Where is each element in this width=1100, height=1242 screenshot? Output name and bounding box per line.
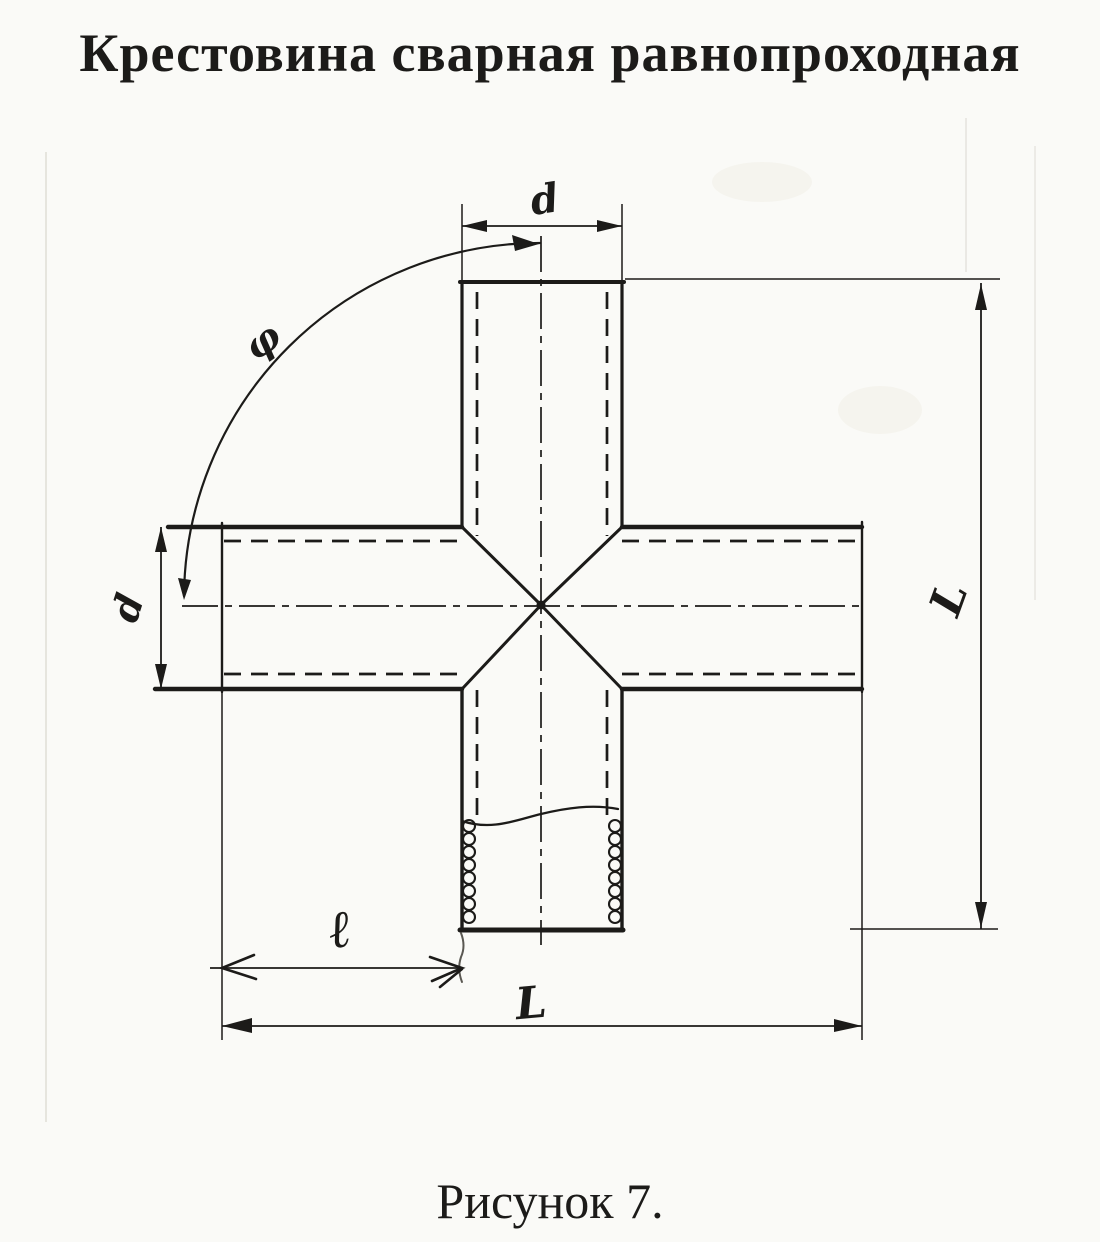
- arrowhead: [834, 1019, 862, 1032]
- label-end-to-weld: ℓ: [324, 897, 356, 962]
- label-height-overall: L: [919, 575, 979, 623]
- label-length-overall: L: [513, 976, 549, 1031]
- angle-arc-curve: [184, 243, 540, 596]
- arrowhead: [597, 220, 622, 232]
- cross-center-point: [537, 601, 546, 610]
- angle-arc: [178, 235, 540, 600]
- page-title: Крестовина сварная равнопроходная: [79, 23, 1021, 83]
- sketch-arrowhead: [222, 955, 256, 979]
- hidden-bore-lines: [224, 292, 860, 818]
- arrowhead: [178, 578, 191, 600]
- weld-scallops-right: [609, 820, 621, 923]
- arrowhead: [975, 902, 987, 928]
- label-run-diameter: d: [101, 588, 153, 628]
- break-line: [462, 807, 618, 825]
- dimension-bottom-l: [210, 692, 464, 1040]
- figure-caption: Рисунок 7.: [436, 1173, 664, 1229]
- dimension-left-d: [102, 527, 167, 689]
- paper-smudge: [838, 386, 922, 434]
- dimension-right-L: [625, 279, 1000, 929]
- arrowhead: [975, 284, 987, 310]
- arrowhead: [155, 664, 167, 689]
- sketch-extension-line: [459, 933, 463, 982]
- arrowhead: [512, 235, 539, 251]
- label-branch-angle: φ: [235, 312, 290, 370]
- sketch-arrowhead: [430, 957, 462, 981]
- label-branch-diameter: d: [526, 174, 562, 225]
- dimension-top-d: [462, 174, 622, 280]
- weld-scallops-left: [463, 820, 475, 923]
- arrowhead: [222, 1018, 252, 1033]
- weld-seam-diagonals: [462, 527, 622, 689]
- dimension-bottom-L: [222, 692, 862, 1040]
- arrowhead: [462, 220, 487, 232]
- arrowhead: [155, 527, 167, 552]
- paper-smudge: [712, 162, 812, 202]
